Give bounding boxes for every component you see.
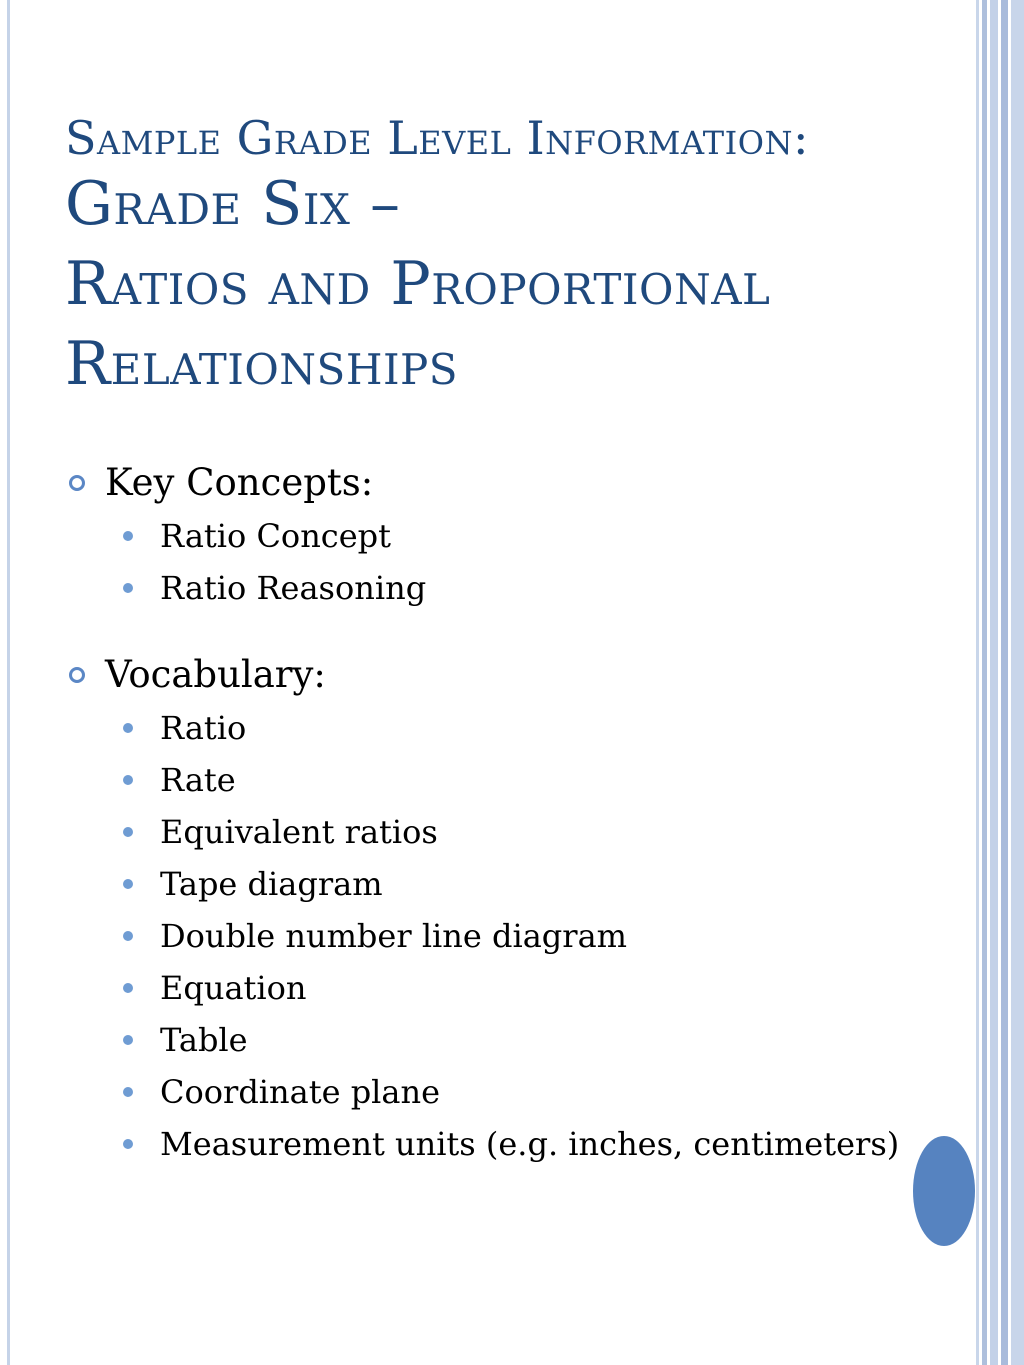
dot-bullet-icon [123, 583, 133, 593]
dot-bullet-icon [123, 1087, 133, 1097]
dot-bullet-icon [123, 775, 133, 785]
list-item-label: Ratio Reasoning [160, 569, 427, 607]
bullet-list [60, 510, 940, 614]
section-heading [60, 648, 940, 702]
decorative-stripe [990, 0, 998, 1365]
dot-bullet-icon [123, 723, 133, 733]
ring-bullet-icon [69, 475, 85, 491]
list-item-label: Tape diagram [160, 865, 383, 903]
list-item [123, 1066, 940, 1118]
decorative-stripe [1001, 0, 1008, 1365]
slide-title [65, 112, 965, 404]
list-item [123, 754, 940, 806]
list-item-label: Ratio Concept [160, 517, 391, 555]
dot-bullet-icon [123, 1035, 133, 1045]
dot-bullet-icon [123, 983, 133, 993]
section-vocabulary [60, 648, 940, 1170]
list-item [123, 962, 940, 1014]
list-item-label: Rate [160, 761, 236, 799]
list-item-label: Equation [160, 969, 307, 1007]
dot-bullet-icon [123, 827, 133, 837]
dot-bullet-icon [123, 931, 133, 941]
section-label: Key Concepts: [105, 461, 374, 504]
list-item [123, 1014, 940, 1066]
list-item [123, 510, 940, 562]
title-line: Sample Grade Level Information: [65, 111, 810, 165]
list-item-label: Measurement units (e.g. inches, centimeters) [160, 1125, 900, 1163]
section-label: Vocabulary: [105, 653, 326, 696]
list-item [123, 806, 940, 858]
slide-body [60, 456, 940, 1204]
dot-bullet-icon [123, 879, 133, 889]
list-item-label: Equivalent ratios [160, 813, 438, 851]
decorative-stripe [1011, 0, 1024, 1365]
bullet-list [60, 702, 940, 1170]
dot-bullet-icon [123, 1139, 133, 1149]
section-heading [60, 456, 940, 510]
decorative-stripe [982, 0, 987, 1365]
list-item-label: Coordinate plane [160, 1073, 441, 1111]
list-item [123, 858, 940, 910]
dot-bullet-icon [123, 531, 133, 541]
section-key-concepts [60, 456, 940, 614]
left-border-line [7, 0, 10, 1365]
title-line: Ratios and Proportional [65, 249, 771, 319]
list-item [123, 562, 940, 614]
decorative-stripe [976, 0, 979, 1365]
ring-bullet-icon [69, 667, 85, 683]
list-item [123, 1118, 940, 1170]
list-item [123, 702, 940, 754]
title-line: Relationships [65, 329, 459, 399]
list-item-label: Double number line diagram [160, 917, 627, 955]
title-line: Grade Six – [65, 169, 401, 239]
list-item-label: Table [160, 1021, 248, 1059]
list-item-label: Ratio [160, 709, 247, 747]
list-item [123, 910, 940, 962]
